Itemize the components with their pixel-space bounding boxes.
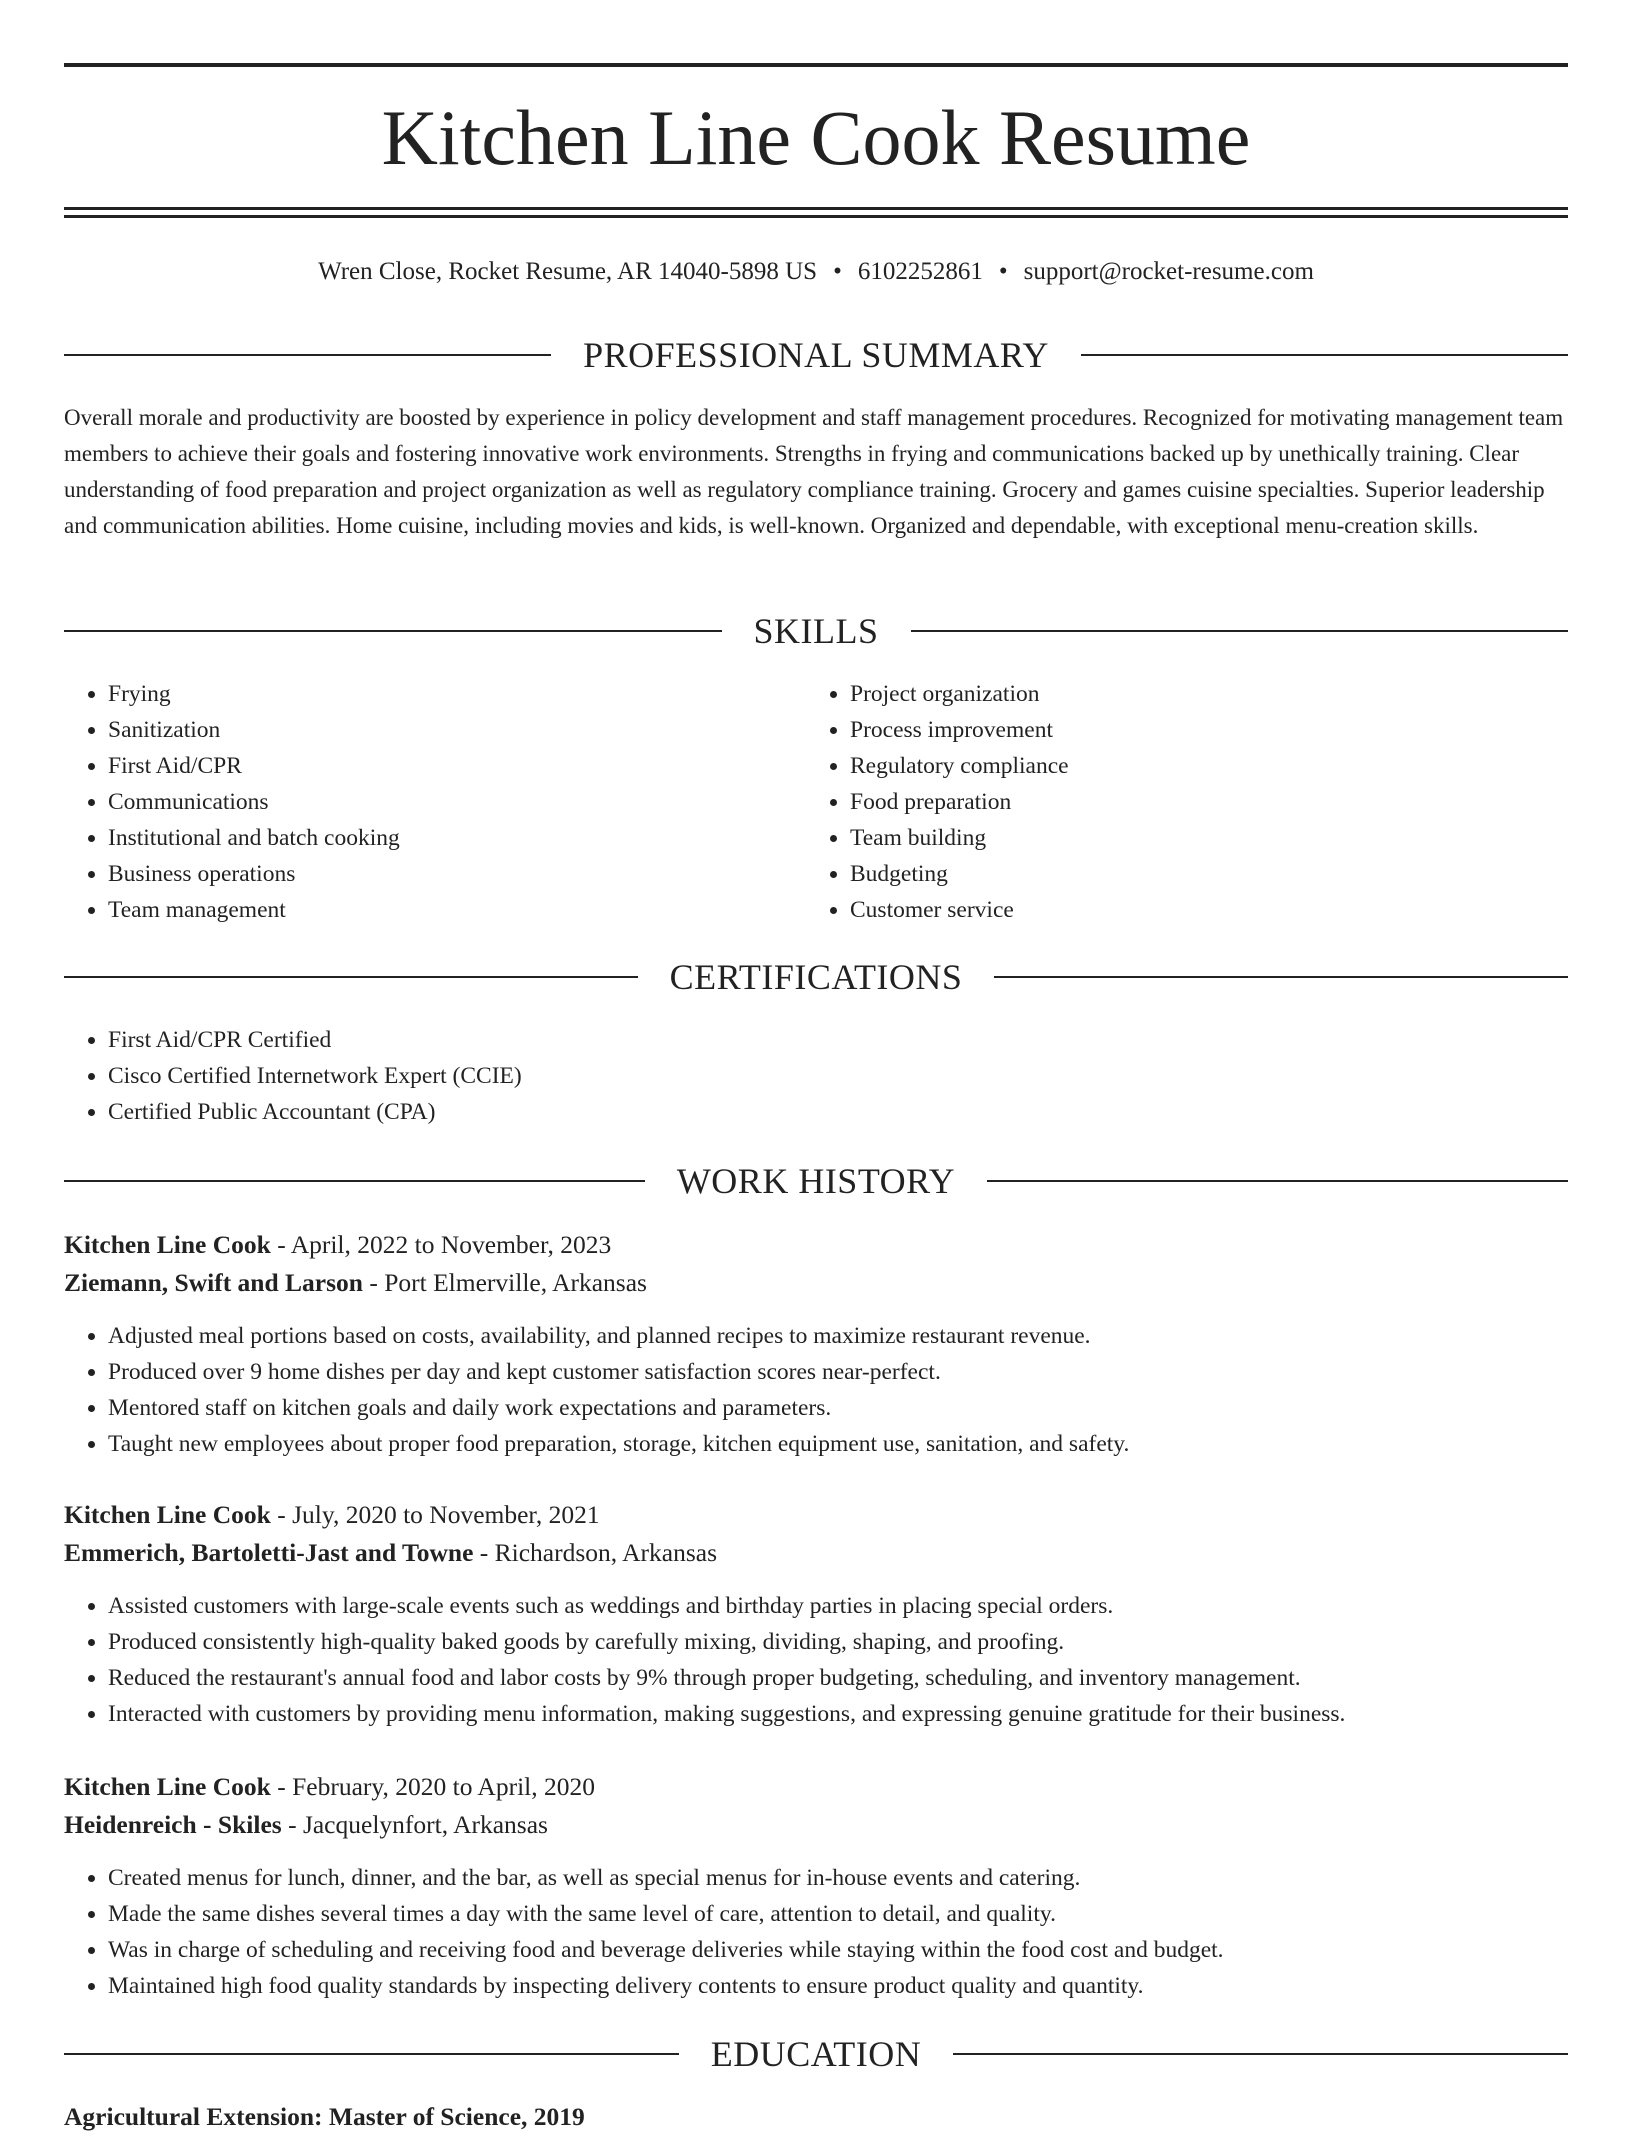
job-bullets [64, 1588, 1568, 1732]
certification-item: • Certified Public Accountant (CPA) [108, 1094, 1608, 1130]
skill-item: • Team building [850, 820, 1550, 856]
skill-item: • Food preparation [850, 784, 1550, 820]
title-rule-upper [64, 207, 1568, 210]
section-heading-summary [64, 335, 1568, 375]
certification-item: • Cisco Certified Internetwork Expert (CCIE) [108, 1058, 1608, 1094]
job-bullet: • Produced consistently high-quality baked goods by carefully mixing, dividing, shaping, and proofing. [108, 1624, 1568, 1660]
job-title: Kitchen Line Cook [64, 1500, 271, 1529]
job-employer-line [64, 1264, 1568, 1302]
job-location: - Port Elmerville, Arkansas [362, 1268, 647, 1297]
heading-rule [953, 2053, 1568, 2055]
job-dates: - July, 2020 to November, 2021 [270, 1500, 600, 1529]
page-title: Kitchen Line Cook Resume [381, 94, 1251, 181]
skill-item: • Team management [108, 892, 808, 928]
skill-item: • Sanitization [108, 712, 808, 748]
contact-email: support@rocket-resume.com [1023, 258, 1314, 285]
job-role-line [64, 1496, 1568, 1534]
heading-rule [64, 630, 722, 632]
job-employer-line [64, 1806, 1568, 1844]
job-bullet: • Made the same dishes several times a day with the same level of care, attention to detail, and quality. [108, 1896, 1568, 1932]
skill-item: • Project organization [850, 676, 1550, 712]
skill-item: • Business operations [108, 856, 808, 892]
heading-rule [64, 2053, 679, 2055]
job-bullets [64, 1318, 1568, 1462]
skill-item: • First Aid/CPR [108, 748, 808, 784]
section-title: CERTIFICATIONS [669, 957, 963, 997]
job-bullet: • Was in charge of scheduling and receiving food and beverage deliveries while staying within the food cost and budget. [108, 1932, 1568, 1968]
heading-rule [64, 976, 638, 978]
job-bullet: • Mentored staff on kitchen goals and daily work expectations and parameters. [108, 1390, 1568, 1426]
heading-rule [987, 1180, 1568, 1182]
section-title: SKILLS [753, 611, 879, 651]
skill-item: • Communications [108, 784, 808, 820]
job-bullet: • Assisted customers with large-scale events such as weddings and birthday parties in placing special orders. [108, 1588, 1568, 1624]
skill-item: • Institutional and batch cooking [108, 820, 808, 856]
education-entry: Agricultural Extension: Master of Science, 2019 [64, 2102, 585, 2131]
section-heading-certifications [64, 957, 1568, 997]
job-title: Kitchen Line Cook [64, 1230, 271, 1259]
job-bullet: • Created menus for lunch, dinner, and the bar, as well as special menus for in-house events and catering. [108, 1860, 1568, 1896]
job-bullet: • Produced over 9 home dishes per day and kept customer satisfaction scores near-perfect. [108, 1354, 1568, 1390]
contact-address: Wren Close, Rocket Resume, AR 14040-5898 US [318, 258, 818, 285]
skills-list-right [806, 676, 1550, 928]
heading-rule [64, 1180, 645, 1182]
job-employer: Heidenreich - Skiles [64, 1810, 282, 1839]
section-heading-work-history [64, 1161, 1568, 1201]
heading-rule [64, 354, 551, 356]
skill-item: • Regulatory compliance [850, 748, 1550, 784]
job-location: - Richardson, Arkansas [473, 1538, 718, 1567]
section-heading-skills [64, 611, 1568, 651]
section-title: EDUCATION [710, 2034, 922, 2074]
job-role-line [64, 1768, 1568, 1806]
skill-item: • Process improvement [850, 712, 1550, 748]
job-location: - Jacquelynfort, Arkansas [281, 1810, 548, 1839]
job-bullets [64, 1860, 1568, 2004]
heading-rule [1081, 354, 1568, 356]
contact-phone: 6102252861 [857, 258, 983, 285]
certifications-list [64, 1022, 1608, 1130]
job-bullet: • Adjusted meal portions based on costs, availability, and planned recipes to maximize restaurant revenue. [108, 1318, 1568, 1354]
skill-item: • Customer service [850, 892, 1550, 928]
skills-list-left [64, 676, 808, 928]
contact-separator: • [998, 258, 1008, 285]
job-dates: - April, 2022 to November, 2023 [270, 1230, 612, 1259]
job-bullet: • Interacted with customers by providing menu information, making suggestions, and expressing genuine gratitude for their business. [108, 1696, 1568, 1732]
title-rule-lower [64, 215, 1568, 218]
certification-item: • First Aid/CPR Certified [108, 1022, 1608, 1058]
contact-line [64, 256, 1568, 288]
skill-item: • Budgeting [850, 856, 1550, 892]
summary-paragraph: Overall morale and productivity are boosted by experience in policy development and staff management procedures. Recognized for motivating management team members to achieve their goals and fostering innovative work environments. Strengths in frying and communications backed up by unethically training. Clear understanding of food preparation and project organization as well as regulatory compliance training. Grocery and games cuisine specialties. Superior leadership and communication abilities. Home cuisine, including movies and kids, is well-known. Organized and dependable, with exceptional menu-creation skills. [64, 405, 1564, 538]
heading-rule [911, 630, 1569, 632]
job-employer: Emmerich, Bartoletti-Jast and Towne [64, 1538, 474, 1567]
job-bullet: • Taught new employees about proper food preparation, storage, kitchen equipment use, sanitation, and safety. [108, 1426, 1568, 1462]
job-role-line [64, 1226, 1568, 1264]
job-bullet: • Maintained high food quality standards by inspecting delivery contents to ensure product quality and quantity. [108, 1968, 1568, 2004]
section-title: WORK HISTORY [676, 1161, 956, 1201]
section-heading-education [64, 2034, 1568, 2074]
job-entry [64, 1496, 1568, 1732]
job-dates: - February, 2020 to April, 2020 [270, 1772, 596, 1801]
contact-separator: • [833, 258, 842, 285]
job-entry [64, 1226, 1568, 1462]
heading-rule [994, 976, 1568, 978]
section-title: PROFESSIONAL SUMMARY [583, 335, 1049, 375]
job-bullet: • Reduced the restaurant's annual food and labor costs by 9% through proper budgeting, scheduling, and inventory management. [108, 1660, 1568, 1696]
top-rule [64, 63, 1568, 67]
job-entry [64, 1768, 1568, 2004]
skill-item: • Frying [108, 676, 808, 712]
job-employer-line [64, 1534, 1568, 1572]
job-title: Kitchen Line Cook [64, 1772, 271, 1801]
job-employer: Ziemann, Swift and Larson [64, 1268, 363, 1297]
